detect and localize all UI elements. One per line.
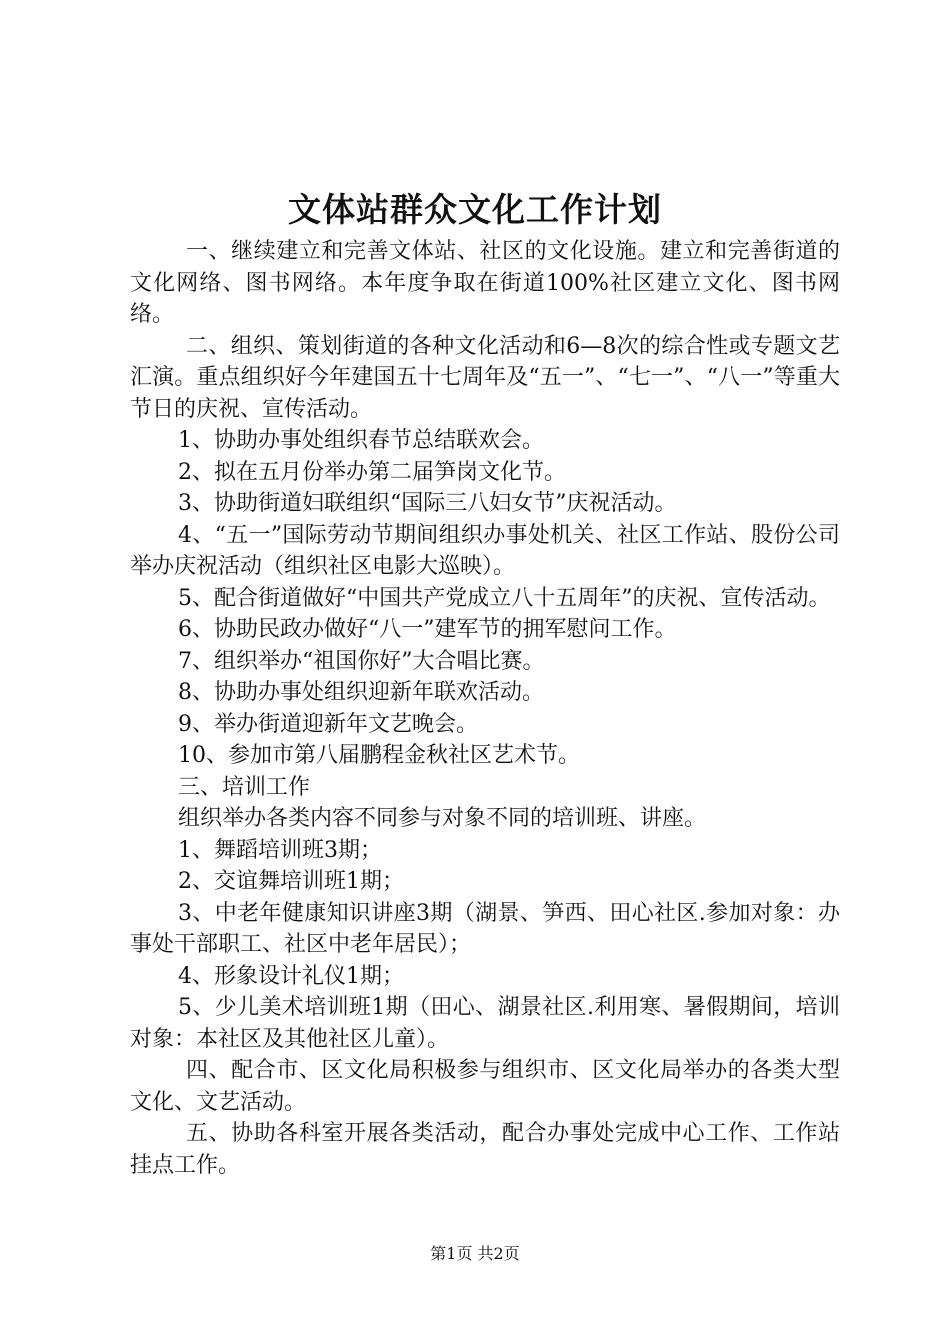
- document-title: 文体站群众文化工作计划: [288, 190, 662, 229]
- list-item: 7、组织举办“祖国你好”大合唱比赛。: [178, 648, 545, 674]
- list-item: 4、形象设计礼仪1期；: [178, 963, 404, 989]
- paragraph-section-3: 三、培训工作: [178, 774, 311, 800]
- list-item: 8、协助办事处组织迎新年联欢活动。: [178, 680, 544, 705]
- paragraph-section-5: 五、协助各科室开展各类活动，配合办事处完成中心工作、工作站挂点工作。: [130, 1121, 840, 1178]
- list-item: 10、参加市第八届鹏程金秋社区艺术节。: [178, 743, 580, 768]
- list-item: 5、配合街道做好“中国共产党成立八十五周年”的庆祝、宣传活动。: [178, 585, 831, 611]
- list-item: 3、协助街道妇联组织“国际三八妇女节”庆祝活动。: [178, 491, 677, 516]
- list-item: 2、拟在五月份举办第二届笋岗文化节。: [178, 459, 566, 485]
- list-item: 4、“五一”国际劳动节期间组织办事处机关、社区工作站、股份公司举办庆祝活动（组织社区电影大巡映）。: [130, 522, 840, 579]
- list-item: 1、协助办事处组织春节总结联欢会。: [178, 428, 544, 453]
- document-body: [130, 236, 840, 1181]
- list-item: 5、少儿美术培训班1期（田心、湖景社区.利用寒、暑假期间，培训对象：本社区及其他社区儿童）。: [130, 995, 840, 1052]
- paragraph-section-2: 二、组织、策划街道的各种文化活动和6—8次的综合性或专题文艺汇演。重点组织好今年建国五十七周年及“五一”、“七一”、“八一”等重大节日的庆祝、宣传活动。: [130, 333, 840, 422]
- page-number: 第1页 共2页: [430, 1244, 520, 1263]
- paragraph-section-4: 四、配合市、区文化局积极参与组织市、区文化局举办的各类大型文化、文艺活动。: [130, 1058, 840, 1115]
- list-item: 6、协助民政办做好“八一”建军节的拥军慰问工作。: [178, 617, 677, 642]
- list-item: 2、交谊舞培训班1期；: [178, 869, 404, 894]
- paragraph-training-intro: 组织举办各类内容不同参与对象不同的培训班、讲座。: [178, 806, 707, 831]
- paragraph-section-1: 一、继续建立和完善文体站、社区的文化设施。建立和完善街道的文化网络、图书网络。本年度争取在街道100%社区建立文化、图书网络。: [130, 239, 840, 327]
- list-item: 1、舞蹈培训班3期；: [178, 837, 382, 863]
- list-item: 9、举办街道迎新年文艺晚会。: [178, 711, 478, 737]
- list-item: 3、中老年健康知识讲座3期（湖景、笋西、田心社区.参加对象：办事处干部职工、社区中老年居民）；: [130, 900, 840, 957]
